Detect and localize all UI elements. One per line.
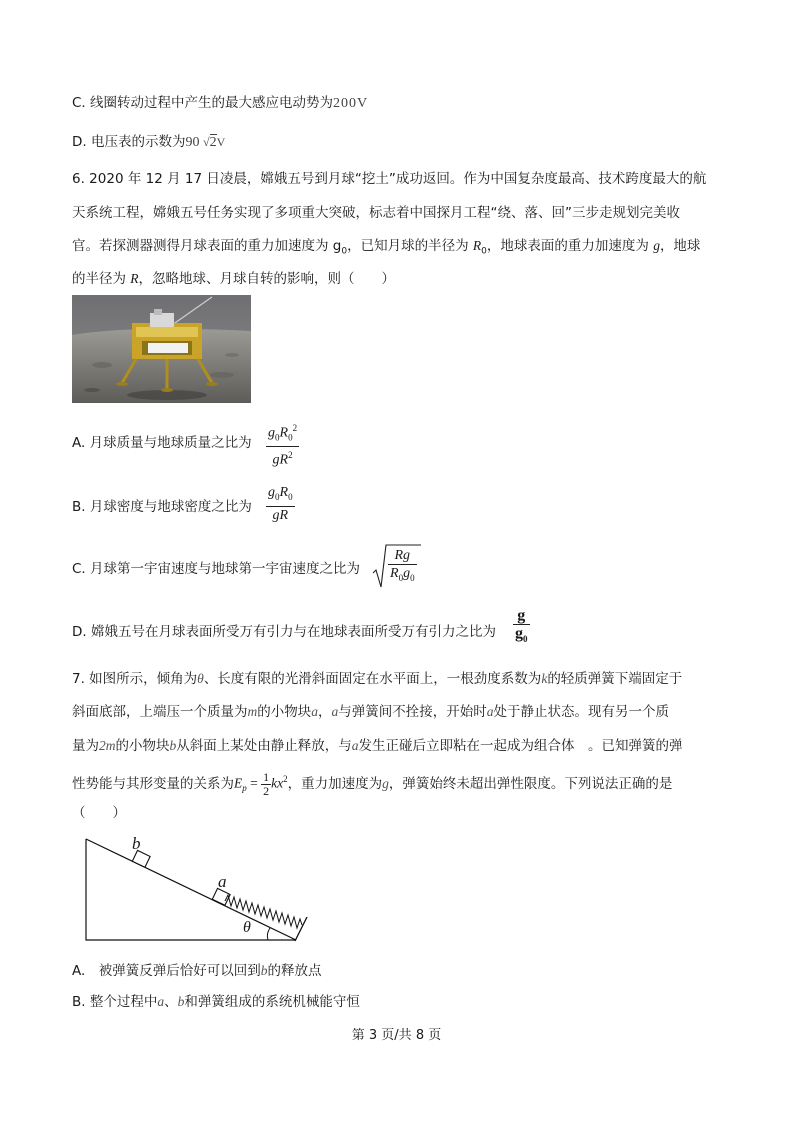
- incline-figure: [80, 835, 312, 945]
- q6-option-d-text: D. 嫦娥五号在月球表面所受万有引力与在地球表面所受万有引力之比为: [72, 624, 496, 640]
- q7-l4c: g: [382, 775, 389, 791]
- q6-option-c-text: C. 月球第一宇宙速度与地球第一宇宙速度之比为: [72, 561, 361, 577]
- q7-l1d: k: [541, 671, 548, 686]
- q5-option-c-text: C. 线圈转动过程中产生的最大感应电动势为: [72, 95, 334, 111]
- q6-option-a-formula: [266, 420, 299, 469]
- q6-option-b: [72, 498, 252, 516]
- q7-l4a: 性势能与其形变量的关系为: [72, 775, 234, 792]
- q6-option-a-text: A. 月球质量与地球质量之比为: [72, 435, 252, 451]
- q7-ob5: 和弹簧组成的系统机械能守恒: [184, 994, 360, 1010]
- page-footer: 第 3 页/共 8 页: [351, 1028, 442, 1043]
- q5-option-d-value: [185, 135, 225, 150]
- fraction: [266, 420, 299, 469]
- q7-l2h: a: [486, 704, 494, 719]
- denominator: $gR^2$: [272, 450, 293, 469]
- q5-d-val-a: 90: [185, 135, 200, 150]
- numerator: $g_0R_0^2$: [266, 420, 299, 447]
- incline-diagram: [80, 835, 312, 945]
- q6-l3h: ，地球: [659, 238, 701, 254]
- q7-l3d: b: [169, 738, 177, 753]
- label-theta: θ: [243, 919, 251, 936]
- q7-l1b: θ: [197, 671, 204, 686]
- q6-l3g: g: [653, 238, 660, 253]
- q6-l3c: ，已知月球的半径为: [347, 238, 473, 254]
- q5-option-c: [72, 94, 368, 113]
- q5-d-val-b: 2: [209, 135, 217, 150]
- q6-option-c: [72, 560, 360, 578]
- q7-l4b: ，重力加速度为: [287, 775, 383, 792]
- q7-l2c: 的小物块: [257, 704, 312, 720]
- label-b: b: [132, 834, 141, 853]
- q5-option-d: [72, 133, 225, 152]
- fraction: [388, 547, 417, 587]
- q6-option-d-formula: [513, 607, 530, 648]
- q6-option-a: [72, 434, 252, 452]
- denominator: gR: [272, 507, 289, 523]
- q7-line-2: [72, 703, 669, 721]
- numerator: g: [513, 607, 530, 625]
- q6-option-b-text: B. 月球密度与地球密度之比为: [72, 499, 252, 515]
- q7-l2f: a: [331, 704, 339, 719]
- q6-l4b: R: [130, 271, 139, 286]
- denominator: $g_0$: [515, 625, 528, 645]
- q7-l2b: m: [247, 704, 258, 719]
- q7-oa2: b: [260, 963, 268, 978]
- q7-l1c: 、长度有限的光滑斜面固定在水平面上，一根劲度系数为: [203, 671, 542, 687]
- q7-l2e: ，: [318, 704, 332, 720]
- q7-line-5: （ ）: [72, 805, 126, 821]
- q7-l3b: 2m: [99, 738, 116, 753]
- change5-lander-photo: [72, 295, 251, 403]
- q7-oa3: 的释放点: [267, 963, 322, 979]
- q7-l2g: 与弹簧间不拴接，开始时: [338, 704, 487, 720]
- numerator: Rg: [388, 547, 417, 565]
- numerator: $g_0R_0$: [266, 484, 295, 507]
- q7-l4d: ，弹簧始终未超出弹性限度。下列说法正确的是: [388, 775, 673, 792]
- q5-option-c-value: 200V: [333, 96, 369, 111]
- elastic-energy-formula: $E_p$ = $\frac{1}{2}$ $kx^2$: [234, 769, 288, 798]
- q7-line-4: [72, 770, 672, 798]
- q6-line-2: 天系统工程，嫦娥五号任务实现了多项重大突破，标志着中国探月工程“绕、落、回”三步走规划完美收: [72, 205, 680, 221]
- q6-l4c: ，忽略地球、月球自转的影响，则（ ）: [138, 271, 396, 287]
- q7-l3f: a: [351, 738, 359, 753]
- q7-l3e: 从斜面上某处由静止释放，与: [176, 738, 352, 754]
- q7-l1e: 的轻质弹簧下端固定于: [547, 671, 683, 687]
- q6-line-1: 6. 2020 年 12 月 17 日凌晨，嫦娥五号到月球“挖土”成功返回。作为中国复杂度最高、技术跨度最大的航: [72, 171, 707, 187]
- lander-illustration: [72, 295, 251, 403]
- q6-l4a: 的半径为: [72, 271, 131, 287]
- q7-ob4: b: [177, 994, 185, 1009]
- q7-line-3: [72, 737, 683, 755]
- q7-l2d: a: [311, 704, 318, 719]
- q7-l2a: 斜面底部，上端压一个质量为: [72, 704, 248, 720]
- spring: [225, 895, 307, 941]
- q5-option-d-text: D. 电压表的示数为: [72, 134, 186, 150]
- q7-option-b: [72, 993, 360, 1011]
- q7-option-a: [72, 962, 322, 980]
- q7-l3c: 的小物块: [115, 738, 170, 754]
- q6-l3d: R: [472, 238, 482, 253]
- q6-line-4: [72, 270, 395, 288]
- q7-l3a: 量为: [72, 738, 99, 754]
- q7-l1a: 7. 如图所示，倾角为: [72, 671, 198, 687]
- q6-option-b-formula: [266, 484, 295, 524]
- q6-l3b: 0: [341, 246, 348, 257]
- fraction: [266, 484, 295, 524]
- q7-line-1: [72, 670, 682, 688]
- q6-option-d: [72, 623, 496, 641]
- sqrt-symbol: √2: [202, 135, 217, 150]
- q7-l3g: 发生正碰后立即粘在一起成为组合体 。已知弹簧的弹: [358, 738, 683, 754]
- q7-ob3: 、: [164, 994, 178, 1010]
- q7-oa1: A. 被弹簧反弹后恰好可以回到: [72, 963, 261, 979]
- q6-l3a: 官。若探测器测得月球表面的重力加速度为 g: [72, 238, 342, 254]
- q6-l3f: ，地球表面的重力加速度为: [486, 238, 654, 254]
- q7-ob1: B. 整个过程中: [72, 994, 158, 1010]
- label-a: a: [218, 872, 227, 891]
- fraction: [513, 607, 530, 648]
- denominator: $R_0g_0$: [390, 566, 415, 583]
- q7-l2i: 处于静止状态。现有另一个质: [493, 704, 669, 720]
- q6-line-3: [72, 237, 700, 261]
- q7-ob2: a: [157, 994, 165, 1009]
- q6-l3e: 0: [481, 246, 487, 257]
- q5-d-val-c: V: [216, 135, 226, 149]
